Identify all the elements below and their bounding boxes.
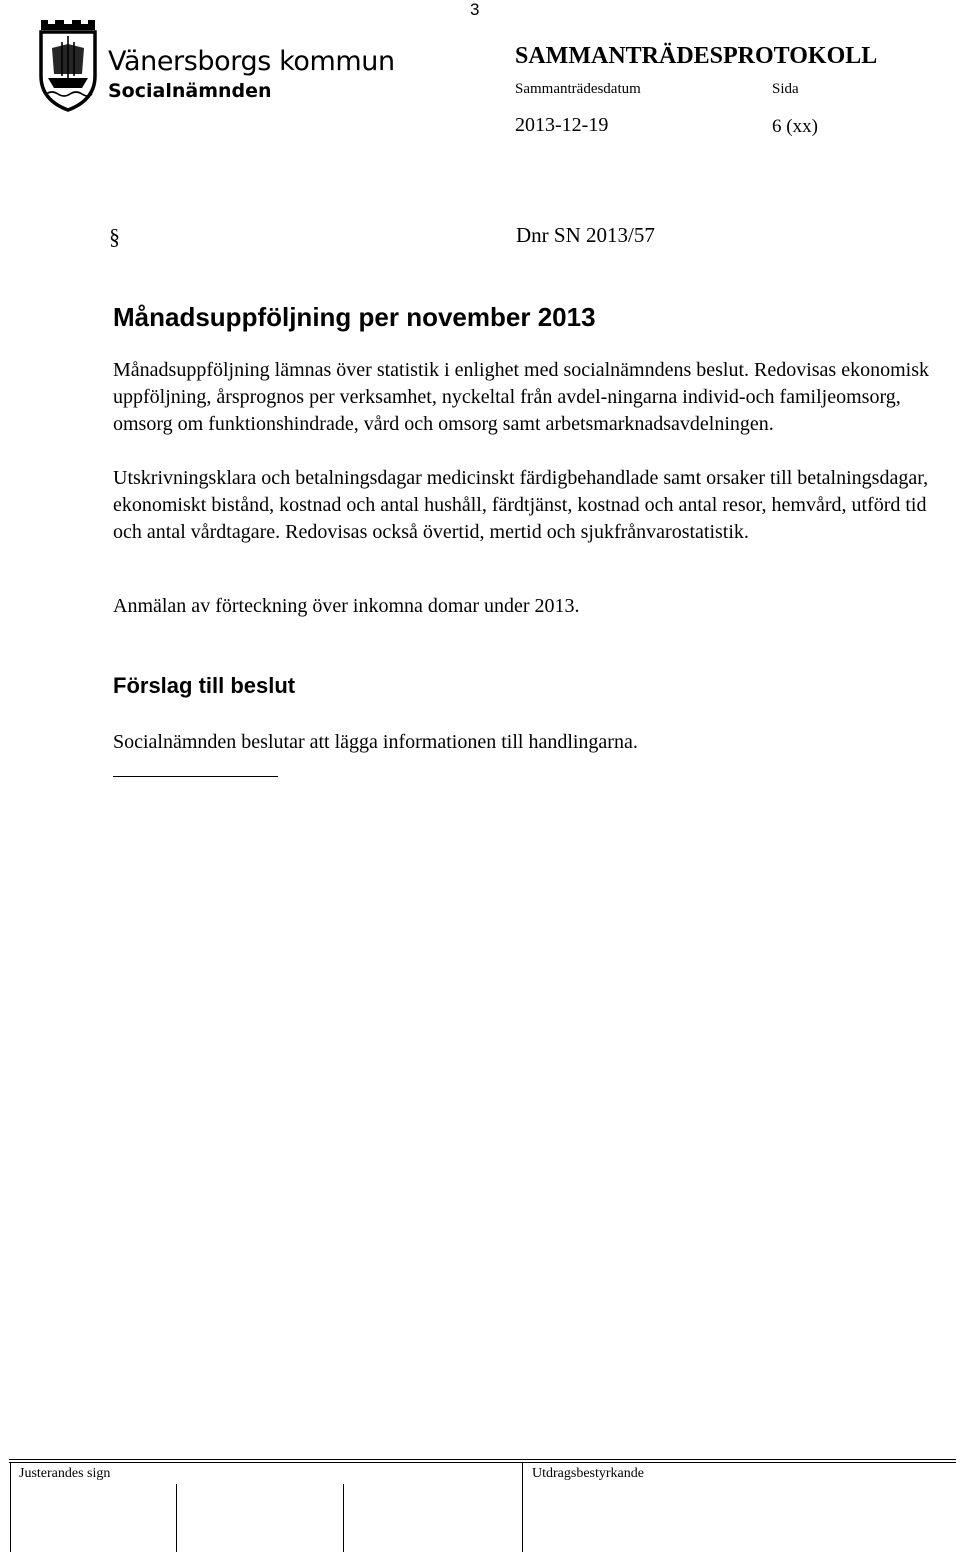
section-mark: § [109, 224, 120, 249]
signature-box-divider [176, 1484, 177, 1552]
paragraph-announcement: Anmälan av förteckning över inkomna domar under 2013. [113, 595, 580, 617]
proposal-heading: Förslag till beslut [113, 673, 296, 698]
proposal-text: Socialnämnden beslutar att lägga informationen till handlingarna. [113, 731, 638, 753]
page-value: 6 (xx) [772, 116, 818, 137]
organization-unit: Socialnämnden [108, 80, 272, 102]
signature-box-divider [10, 1484, 11, 1552]
paragraph-statistics: Utskrivningsklara och betalningsdagar medicinskt färdigbehandlade samt orsaker till betalningsdagar, ekonomiskt bistånd, kostnad och antal hushåll, färdtjänst, kostnad och antal resor, hemvård, utförd tid och antal vårdtagare. Redovisas också övertid, mertid och sjukfrånvarostatistik. [113, 467, 929, 543]
signature-box-divider [522, 1484, 523, 1552]
page-title: Månadsuppföljning per november 2013 [113, 302, 596, 332]
page-label: Sida [772, 81, 799, 97]
signature-box-divider [343, 1484, 344, 1552]
signature-label: Justerandes sign [19, 1466, 111, 1481]
end-rule [113, 776, 278, 777]
page-number: 3 [470, 0, 480, 19]
footer-top-rule-2 [9, 1462, 956, 1463]
organization-name: Vänersborgs kommun [108, 46, 395, 77]
paragraph-summary: Månadsuppföljning lämnas över statistik i enlighet med socialnämndens beslut. Redovisas ekonomisk uppföljning, årsprognos per verksamhet, nyckeltal från avdel-ningarna individ-och familjeomsorg, omsorg om funktionshindrade, vård och omsorg samt arbetsmarknadsavdelningen. [113, 359, 929, 435]
diary-number: Dnr SN 2013/57 [516, 223, 655, 247]
meeting-date: 2013-12-19 [515, 114, 609, 136]
date-label: Sammanträdesdatum [515, 81, 641, 97]
document-type: SAMMANTRÄDESPROTOKOLL [515, 43, 878, 69]
footer-top-rule [9, 1459, 956, 1460]
ship-crest-icon [38, 16, 98, 112]
certification-label: Utdragsbestyrkande [532, 1466, 644, 1481]
